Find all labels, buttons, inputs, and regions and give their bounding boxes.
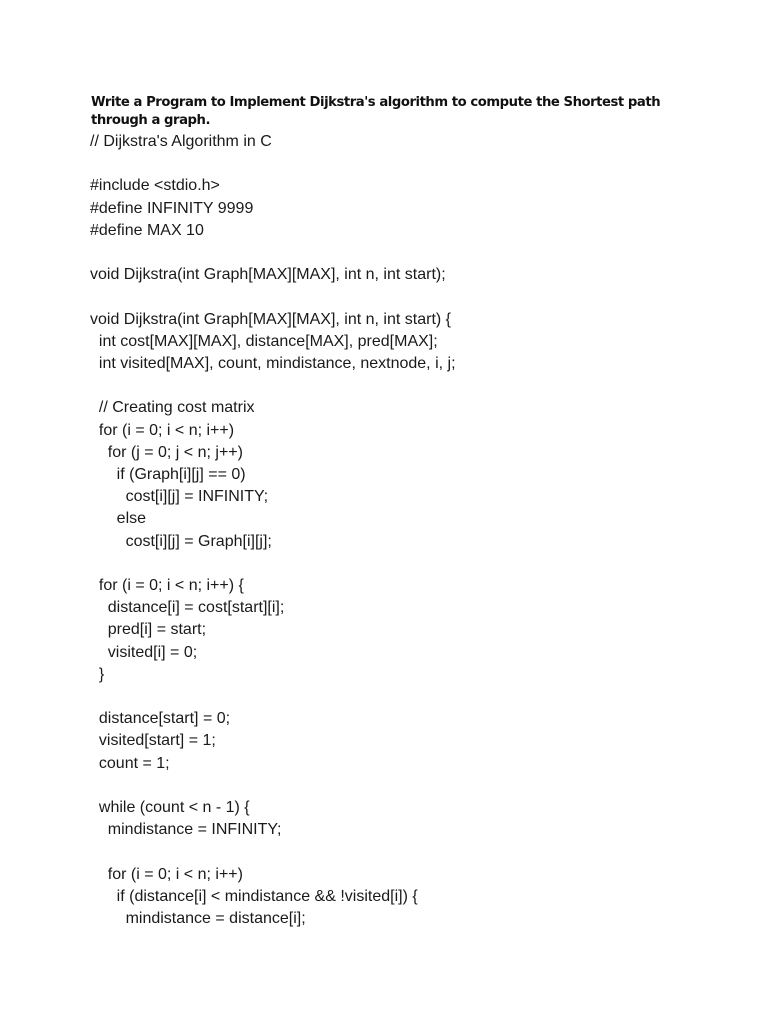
code-line: for (i = 0; i < n; i++) xyxy=(90,421,235,439)
code-line: // Creating cost matrix xyxy=(90,399,255,417)
code-line: void Dijkstra(int Graph[MAX][MAX], int n, int start) { xyxy=(90,310,451,328)
code-line: } xyxy=(90,665,105,683)
code-line: for (j = 0; j < n; j++) xyxy=(90,443,243,461)
code-line: for (i = 0; i < n; i++) { xyxy=(90,577,244,594)
code-line: cost[i][j] = Graph[i][j]; xyxy=(90,532,272,550)
code-line: mindistance = distance[i]; xyxy=(90,910,306,927)
code-line: count = 1; xyxy=(90,754,170,772)
code-line: int visited[MAX], count, mindistance, nextnode, i, j; xyxy=(90,355,456,372)
code-line: void Dijkstra(int Graph[MAX][MAX], int n, int start); xyxy=(90,266,446,284)
code-line: #include <stdio.h> xyxy=(90,177,220,195)
code-line: #define MAX 10 xyxy=(90,221,204,239)
code-line: // Dijkstra's Algorithm in C xyxy=(90,133,272,150)
code-line: distance[i] = cost[start][i]; xyxy=(90,599,285,617)
code-line: visited[start] = 1; xyxy=(90,732,216,750)
code-line: for (i = 0; i < n; i++) xyxy=(90,865,243,883)
code-line: pred[i] = start; xyxy=(90,621,207,639)
code-line: #define INFINITY 9999 xyxy=(90,199,254,217)
code-line: distance[start] = 0; xyxy=(90,710,231,728)
code-line: while (count < n - 1) { xyxy=(90,799,250,816)
code-line: visited[i] = 0; xyxy=(90,643,198,661)
code-line: if (Graph[i][j] == 0) xyxy=(90,466,246,483)
code-line: mindistance = INFINITY; xyxy=(90,821,282,839)
code-line: if (distance[i] < mindistance && !visited[i]) { xyxy=(90,887,418,905)
code-line: else xyxy=(90,510,147,528)
code-line: int cost[MAX][MAX], distance[MAX], pred[MAX]; xyxy=(90,332,438,350)
assignment-heading: Write a Program to Implement Dijkstra's algorithm to compute the Shortest path through a graph. xyxy=(91,95,661,128)
code-line: cost[i][j] = INFINITY; xyxy=(90,488,269,506)
